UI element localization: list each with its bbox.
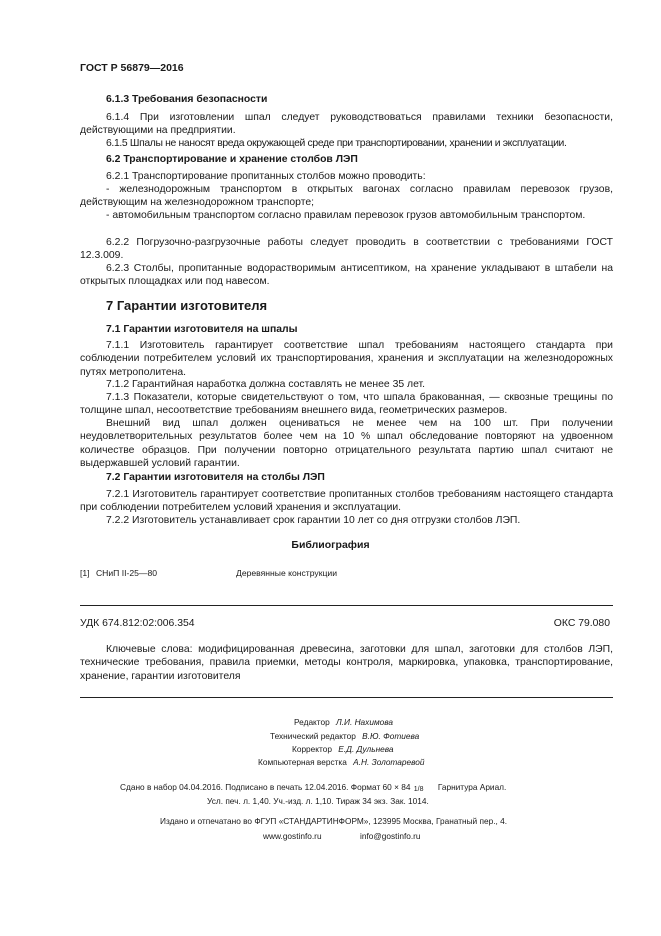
bibliography-entry: [80, 568, 157, 578]
section-7-title: 7 Гарантии изготовителя: [106, 298, 268, 313]
imprint-line-2: Усл. печ. л. 1,40. Уч.-изд. л. 1,10. Тираж 34 экз. Зак. 1014.: [207, 796, 429, 806]
imprint-publisher: Издано и отпечатано во ФГУП «СТАНДАРТИНФОРМ», 123995 Москва, Гранатный пер., 4.: [160, 816, 508, 826]
bullet-automobile: - автомобильным транспортом согласно правилам перевозок грузов автомобильным транспортом.: [106, 210, 586, 221]
corrector-label: Корректор: [292, 744, 332, 754]
editor-label: Редактор: [294, 717, 330, 727]
bibliography-title: Библиография: [291, 539, 370, 551]
paragraph-6-2-3: 6.2.3 Столбы, пропитанные водорастворимым антисептиком, на хранение укладывают в штабели на открытых площадках или под навесом.: [80, 263, 613, 288]
site-link[interactable]: www.gostinfo.ru: [263, 831, 322, 841]
reference-title: Деревянные конструкции: [236, 568, 337, 578]
format-fraction: 1/8: [413, 786, 424, 793]
paragraph-7-1-3-continued: Внешний вид шпал должен оцениваться не менее чем на 100 шт. При получении неудовлетворительных результатов более чем на 10 % шпал обследование повторяют на удвоенном количестве образцов. При получении повторно отрицательного результата партию шпал считают не выдержавшей условий гарантии.: [80, 418, 613, 470]
paragraph-6-1-5: 6.1.5 Шпалы не наносят вреда окружающей среде при транспортировании, хранении и эксплуатации.: [106, 138, 567, 149]
paragraph-6-2-1: 6.2.1 Транспортирование пропитанных столбов можно проводить:: [106, 171, 426, 182]
layout-name: А.Н. Золотаревой: [353, 757, 425, 767]
reference-number: [1]: [80, 568, 90, 578]
credit-corrector: [292, 744, 394, 755]
paragraph-7-2-1: 7.2.1 Изготовитель гарантирует соответствие пропитанных столбов требованиям настоящего стандарта при соблюдении потребителем условий хранения и эксплуатации.: [80, 489, 613, 514]
section-7-1-title: 7.1 Гарантии изготовителя на шпалы: [106, 324, 298, 335]
reference-code: СНиП II-25—80: [95, 568, 158, 578]
oks-code: ОКС 79.080: [553, 618, 610, 629]
section-7-2-title: 7.2 Гарантии изготовителя на столбы ЛЭП: [106, 472, 325, 483]
credit-editor: [294, 717, 393, 728]
paragraph-7-1-1: 7.1.1 Изготовитель гарантирует соответствие шпал требованиям настоящего стандарта при соблюдении потребителем условий их транспортирования, хранения и эксплуатации на железнодорожных путях метрополитена.: [80, 340, 613, 378]
paragraph-6-1-4: 6.1.4 При изготовлении шпал следует руководствоваться правилами техники безопасности, действующими на предприятии.: [80, 112, 613, 137]
credit-tech-editor: [270, 731, 419, 742]
paragraph-7-1-2: 7.1.2 Гарантийная наработка должна составлять не менее 35 лет.: [106, 379, 425, 390]
section-6-1-3-title: 6.1.3 Требования безопасности: [106, 94, 268, 105]
paragraph-6-2-2: 6.2.2 Погрузочно-разгрузочные работы следует проводить в соответствии с требованиями ГОСТ 12.3.009.: [80, 237, 613, 262]
keywords: Ключевые слова: модифицированная древесина, заготовки для шпал, заготовки для столбов ЛЭП, технические требования, правила приемки, методы контроля, маркировка, упаковка, транспортирование, хранение, гарантии изготовителя: [80, 644, 613, 682]
section-6-2-title: 6.2 Транспортирование и хранение столбов ЛЭП: [106, 154, 358, 165]
bottom-rule: [80, 697, 613, 698]
bullet-railway: - железнодорожным транспортом в открытых вагонах согласно правилам перевозок грузов, действующим на железнодорожном транспорте;: [80, 184, 613, 209]
editor-name: Л.И. Нахимова: [336, 717, 394, 727]
email-link[interactable]: info@gostinfo.ru: [360, 831, 421, 841]
paragraph-7-1-3: 7.1.3 Показатели, которые свидетельствуют о том, что шпала бракованная, — сквозные трещины по толщине шпал, несоответствие требованиям внешнего вида, геометрических размеров.: [80, 392, 613, 417]
udk-code: УДК 674.812:02:006.354: [80, 618, 195, 629]
tech-editor-name: В.Ю. Фотиева: [362, 731, 420, 741]
imprint-typeface: Гарнитура Ариал.: [437, 782, 507, 792]
paragraph-7-2-2: 7.2.2 Изготовитель устанавливает срок гарантии 10 лет со дня отгрузки столбов ЛЭП.: [106, 515, 521, 526]
corrector-name: Е.Д. Дульнева: [338, 744, 394, 754]
imprint-line-1: [120, 782, 506, 795]
credit-layout: [258, 757, 424, 768]
top-rule: [80, 605, 613, 606]
tech-editor-label: Технический редактор: [270, 731, 356, 741]
layout-label: Компьютерная верстка: [258, 757, 347, 767]
imprint-dates-format: Сдано в набор 04.04.2016. Подписано в печать 12.04.2016. Формат 60 × 84: [120, 782, 411, 792]
page-header: ГОСТ Р 56879—2016: [80, 62, 184, 74]
